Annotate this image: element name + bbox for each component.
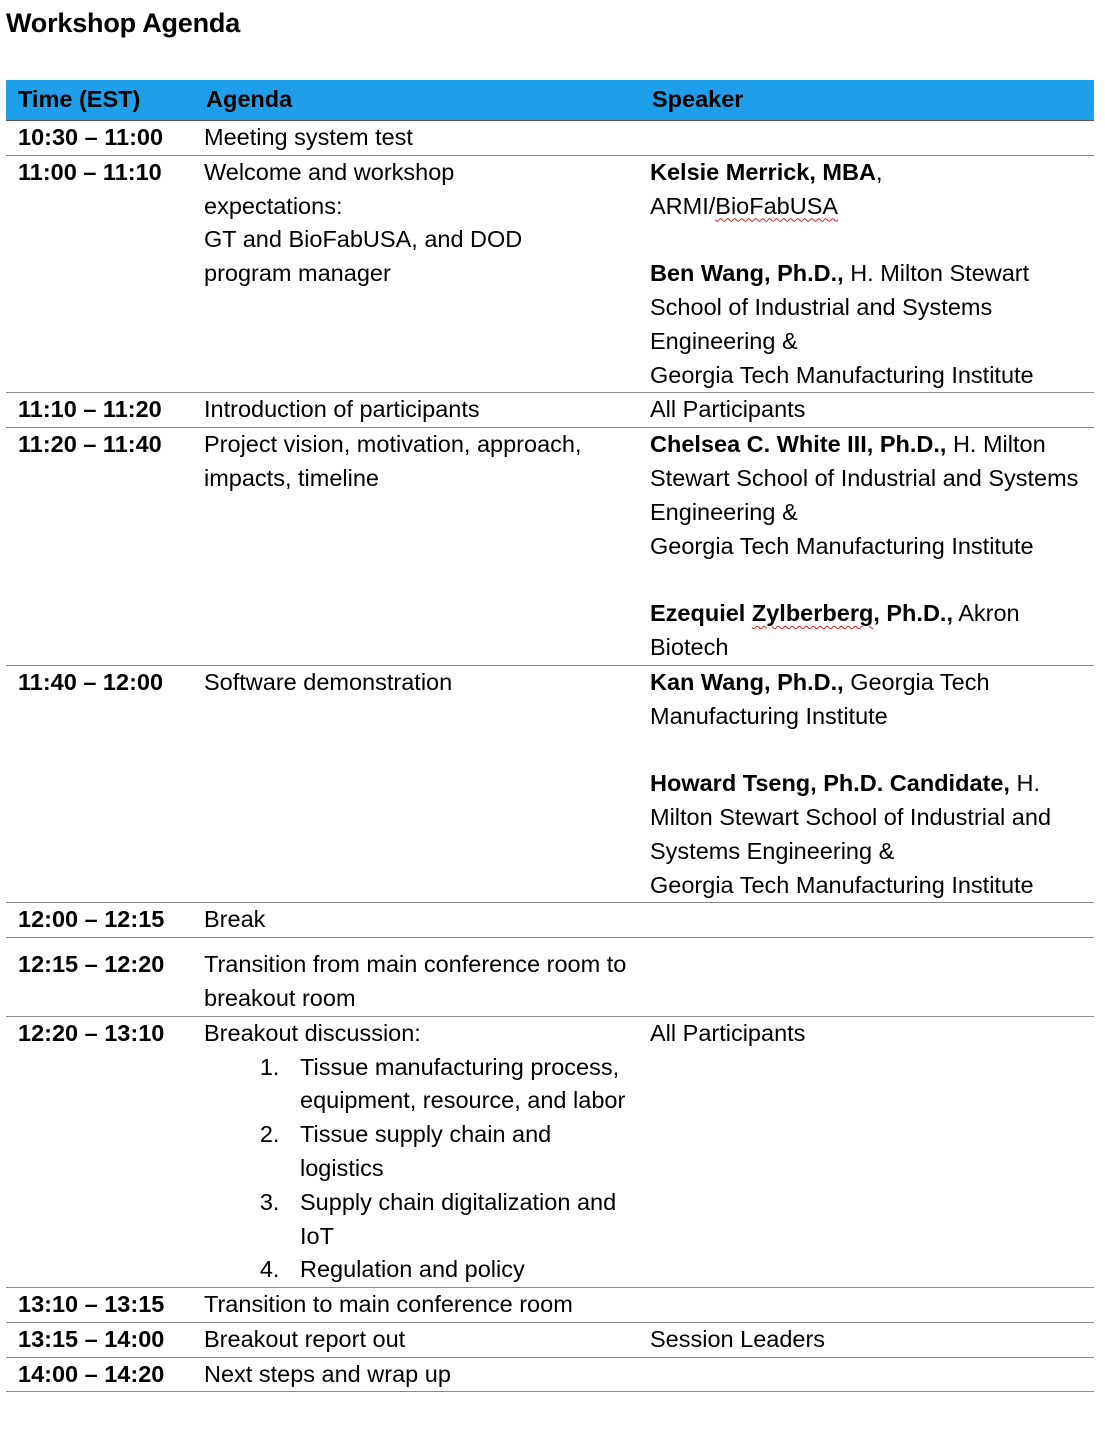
speaker-affiliation: H. Milton Stewart School of Industrial and Systems Engineering & (650, 770, 1052, 864)
speaker-name: Kan Wang, Ph.D., (650, 668, 844, 695)
time-cell: 11:20 – 11:40 (6, 428, 194, 666)
speaker-affiliation (650, 190, 1084, 224)
spellcheck-marked-word: Zylberberg (751, 600, 874, 627)
affiliation-text: ARMI/ (650, 192, 716, 219)
time-cell: 10:30 – 11:00 (6, 121, 194, 156)
table-row (6, 1357, 1094, 1392)
time-cell: 12:20 – 13:10 (6, 1016, 194, 1287)
speaker-name: Howard Tseng, Ph.D. Candidate, (650, 770, 1010, 797)
list-item: 4. Regulation and policy (286, 1253, 636, 1287)
list-item: 3. Supply chain digitalization and IoT (286, 1186, 636, 1254)
spacer (650, 223, 1084, 257)
time-cell: 13:10 – 13:15 (6, 1288, 194, 1323)
table-row (6, 121, 1094, 156)
speaker-cell (640, 938, 1094, 1017)
speaker-cell (640, 428, 1094, 666)
header-agenda: Agenda (194, 80, 640, 121)
name-part: Ezequiel (650, 600, 752, 627)
time-cell: 11:10 – 11:20 (6, 393, 194, 428)
speaker-entry (650, 666, 1084, 734)
speaker-cell (640, 1357, 1094, 1392)
spacer (650, 563, 1084, 597)
agenda-cell (194, 1016, 640, 1287)
time-cell: 12:15 – 12:20 (6, 938, 194, 1017)
agenda-line: Welcome and workshop (204, 158, 455, 185)
speaker-affiliation: Akron Biotech (650, 600, 1020, 660)
agenda-cell (194, 155, 640, 393)
list-item: 2. Tissue supply chain and logistics (286, 1118, 636, 1186)
agenda-cell: Introduction of participants (194, 393, 640, 428)
time-cell: 12:00 – 12:15 (6, 903, 194, 938)
agenda-cell: Transition to main conference room (194, 1288, 640, 1323)
time-cell: 13:15 – 14:00 (6, 1322, 194, 1357)
agenda-cell: Transition from main conference room to breakout room (194, 938, 640, 1017)
agenda-line: Breakout discussion: (204, 1019, 421, 1046)
agenda-cell: Breakout report out (194, 1322, 640, 1357)
agenda-line: GT and BioFabUSA, and DOD (204, 226, 523, 253)
speaker-cell (640, 1288, 1094, 1323)
name-part: , Ph.D., (873, 600, 953, 627)
table-row (6, 155, 1094, 393)
speaker-entry (650, 257, 1084, 392)
speaker-cell (640, 155, 1094, 393)
speaker-cell (640, 903, 1094, 938)
agenda-cell: Project vision, motivation, approach, impacts, timeline (194, 428, 640, 666)
breakout-topic-list (204, 1051, 636, 1288)
speaker-affiliation: Georgia Tech Manufacturing Institute (650, 668, 990, 729)
table-row (6, 428, 1094, 666)
table-row (6, 393, 1094, 428)
time-cell: 14:00 – 14:20 (6, 1357, 194, 1392)
table-row (6, 665, 1094, 903)
agenda-table (6, 80, 1094, 1392)
speaker-name: Ben Wang, Ph.D., (650, 260, 844, 287)
spellcheck-marked-word: BioFabUSA (715, 192, 839, 219)
speaker-cell: All Participants (640, 393, 1094, 428)
speaker-affiliation-line: Georgia Tech Manufacturing Institute (650, 361, 1034, 388)
table-row (6, 938, 1094, 1017)
header-time: Time (EST) (6, 80, 194, 121)
agenda-line: expectations: (204, 192, 343, 219)
speaker-name: Chelsea C. White III, Ph.D., (650, 431, 947, 458)
spacer (650, 733, 1084, 767)
time-cell: 11:40 – 12:00 (6, 665, 194, 903)
speaker-entry (650, 767, 1084, 902)
speaker-name (650, 600, 953, 626)
speaker-affiliation-line: Georgia Tech Manufacturing Institute (650, 871, 1034, 898)
agenda-line: program manager (204, 260, 391, 287)
speaker-cell: Session Leaders (640, 1322, 1094, 1357)
speaker-affiliation: H. Milton Stewart School of Industrial and Systems Engineering & (650, 260, 1030, 354)
table-header-row (6, 80, 1094, 121)
speaker-affiliation: H. Milton Stewart School of Industrial and Systems Engineering & (650, 431, 1079, 525)
time-cell: 11:00 – 11:10 (6, 155, 194, 393)
agenda-cell: Break (194, 903, 640, 938)
document-title: Workshop Agenda (6, 8, 241, 38)
agenda-cell: Meeting system test (194, 121, 640, 156)
speaker-cell: All Participants (640, 1016, 1094, 1287)
speaker-cell (640, 665, 1094, 903)
list-item: 1. Tissue manufacturing process, equipment, resource, and labor (286, 1051, 636, 1119)
table-row (6, 903, 1094, 938)
speaker-entry (650, 428, 1084, 563)
speaker-entry (650, 597, 1084, 665)
speaker-affiliation-line: Georgia Tech Manufacturing Institute (650, 532, 1034, 559)
speaker-entry (650, 156, 1084, 224)
speaker-cell (640, 121, 1094, 156)
header-speaker: Speaker (640, 80, 1094, 121)
agenda-cell: Next steps and wrap up (194, 1357, 640, 1392)
speaker-separator: , (875, 158, 883, 185)
table-row (6, 1288, 1094, 1323)
agenda-cell: Software demonstration (194, 665, 640, 903)
table-row (6, 1016, 1094, 1287)
speaker-name: Kelsie Merrick, MBA (650, 158, 876, 185)
table-row (6, 1322, 1094, 1357)
